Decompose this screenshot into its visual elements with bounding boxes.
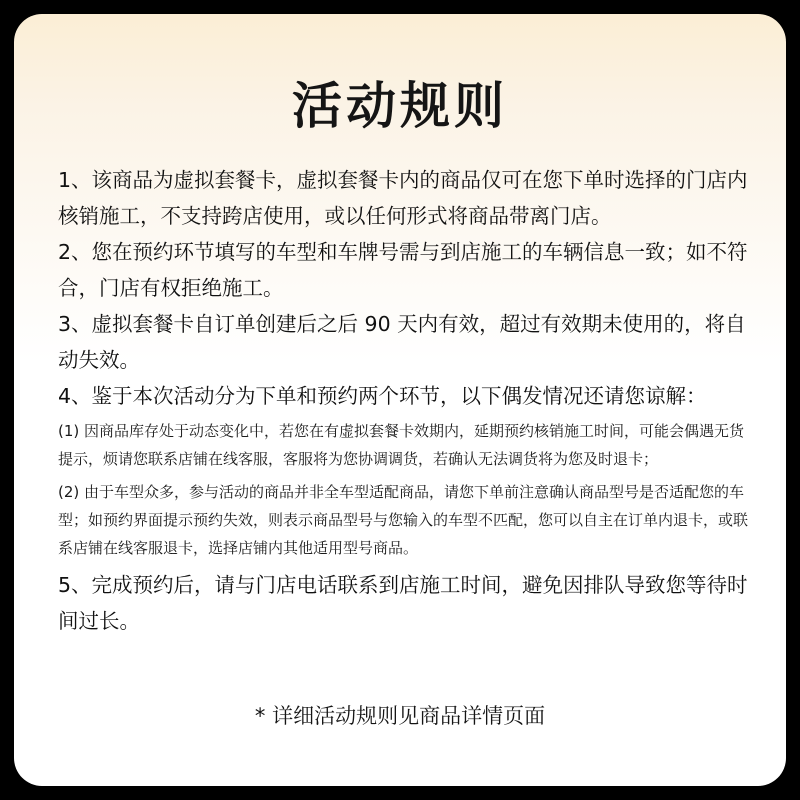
rule-4-sub-2: (2) 由于车型众多，参与活动的商品并非全车型适配商品，请您下单前注意确认商品型号是否适配您的车型；如预约界面提示预约失效，则表示商品型号与您输入的车型不匹配，您可以自主在订单内退卡，或联系店铺在线客服退卡，选择店铺内其他适用型号商品。: [58, 483, 749, 557]
rule-3: 3、虚拟套餐卡自订单创建后之后 90 天内有效，超过有效期未使用的，将自动失效。: [58, 312, 746, 372]
footer-note: * 详细活动规则见商品详情页面: [254, 704, 546, 728]
rule-1: 1、该商品为虚拟套餐卡，虚拟套餐卡内的商品仅可在您下单时选择的门店内核销施工，不支持跨店使用，或以任何形式将商品带离门店。: [58, 168, 748, 228]
rule-4-sub-1: (1) 因商品库存处于动态变化中，若您在有虚拟套餐卡效期内，延期预约核销施工时间，可能会偶遇无货提示，烦请您联系店铺在线客服，客服将为您协调调货，若确认无法调货将为您及时退卡；: [58, 422, 745, 468]
rules-card: [14, 14, 786, 786]
rule-4: 4、鉴于本次活动分为下单和预约两个环节，以下偶发情况还请您谅解：: [58, 384, 707, 408]
rules-list: [58, 162, 758, 639]
rule-5: 5、完成预约后，请与门店电话联系到店施工时间，避免因排队导致您等待时间过长。: [58, 573, 748, 633]
page-title: 活动规则: [292, 77, 508, 135]
rule-2: 2、您在预约环节填写的车型和车牌号需与到店施工的车辆信息一致；如不符合，门店有权拒绝施工。: [58, 240, 748, 300]
